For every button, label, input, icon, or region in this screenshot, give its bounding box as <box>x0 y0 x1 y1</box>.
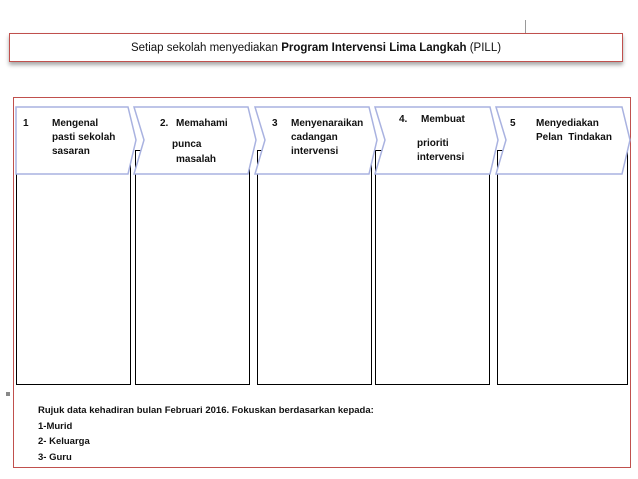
step-label: Mengenal pasti sekolah sasaran <box>52 118 116 157</box>
step-label: Menyediakan Pelan Tindakan <box>536 118 612 143</box>
instruction-item: 2- Keluarga <box>38 436 90 447</box>
instructions-heading: Rujuk data kehadiran bulan Februari 2016. Fokuskan berdasarkan kepada: <box>38 405 374 416</box>
step-label: Membuat <box>421 114 465 125</box>
title-prefix: Setiap sekolah menyediakan <box>130 41 282 54</box>
title-suffix: (PILL) <box>466 41 502 54</box>
title-banner <box>9 33 623 62</box>
title-bold: Program Intervensi Lima Langkah <box>281 41 467 54</box>
step-arrow-2: 2. Memahami punca masalah <box>134 107 256 174</box>
step-arrow-3 <box>255 107 377 174</box>
step-number: 5 <box>510 118 516 129</box>
decorative-mark <box>6 392 10 396</box>
column-box-1 <box>16 150 131 385</box>
step-number: 1 <box>23 118 29 129</box>
instruction-item: 3- Guru <box>38 451 72 463</box>
step-arrow-5 <box>496 107 630 174</box>
column-box-2 <box>135 150 250 385</box>
column-box-3 <box>257 150 372 385</box>
step-label: Memahami <box>176 118 228 129</box>
step-number: 4. <box>399 114 408 125</box>
step-label: Menyenaraikan cadangan intervensi <box>291 118 364 157</box>
step-number: 3 <box>272 118 278 129</box>
column-box-4 <box>375 150 490 385</box>
instruction-item: 1-Murid <box>38 420 73 432</box>
step-number: 2. <box>160 118 169 129</box>
step-arrow-1 <box>16 107 136 174</box>
column-box-5 <box>497 150 628 385</box>
instructions-block <box>38 403 374 465</box>
step-arrow-4: 4. Membuat prioriti intervensi <box>375 107 498 174</box>
